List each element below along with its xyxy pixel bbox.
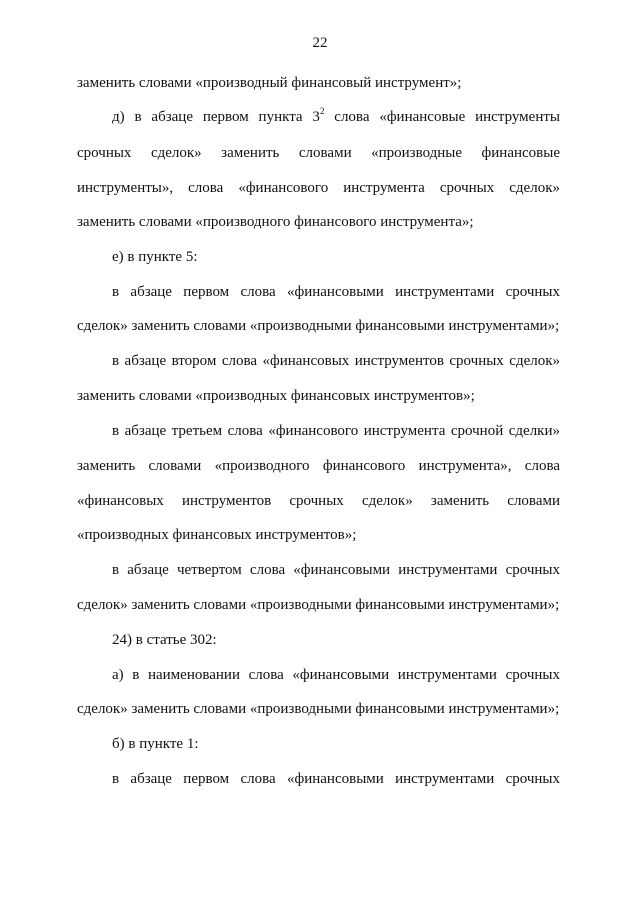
text-line: инструменты», слова «финансового инструмента срочных сделок» — [77, 180, 560, 196]
text-line: а) в наименовании слова «финансовыми инструментами срочных — [112, 667, 560, 683]
text-line: заменить словами «производный финансовый инструмент»; — [77, 75, 462, 91]
text-line: «финансовых инструментов срочных сделок» заменить словами — [77, 493, 560, 509]
text-line: заменить словами «производного финансового инструмента»; — [77, 214, 474, 230]
paragraph-d-line — [112, 107, 560, 127]
text-line: в абзаце втором слова «финансовых инструментов срочных сделок» — [112, 353, 560, 369]
superscript: 2 — [319, 106, 325, 116]
text-line: в абзаце первом слова «финансовыми инструментами срочных — [112, 284, 560, 300]
text-line: сделок» заменить словами «производными финансовыми инструментами»; — [77, 701, 560, 717]
text-line: заменить словами «производного финансового инструмента», слова — [77, 458, 560, 474]
page-number: 22 — [312, 35, 328, 51]
text-line: сделок» заменить словами «производными финансовыми инструментами»; — [77, 318, 560, 334]
text-line: заменить словами «производных финансовых инструментов»; — [77, 388, 475, 404]
text-segment: слова «финансовые инструменты — [324, 109, 560, 125]
text-line: в абзаце первом слова «финансовыми инструментами срочных — [112, 771, 560, 787]
paragraph-e-heading: е) в пункте 5: — [112, 249, 198, 265]
text-line: «производных финансовых инструментов»; — [77, 527, 357, 543]
text-line: срочных сделок» заменить словами «производные финансовые — [77, 145, 560, 161]
paragraph-b-heading: б) в пункте 1: — [112, 736, 199, 752]
text-line: в абзаце четвертом слова «финансовыми инструментами срочных — [112, 562, 560, 578]
text-segment: д) в абзаце первом пункта 3 — [112, 109, 320, 125]
article-heading: 24) в статье 302: — [112, 632, 217, 648]
text-line: в абзаце третьем слова «финансового инструмента срочной сделки» — [112, 423, 560, 439]
text-line: сделок» заменить словами «производными финансовыми инструментами»; — [77, 597, 560, 613]
